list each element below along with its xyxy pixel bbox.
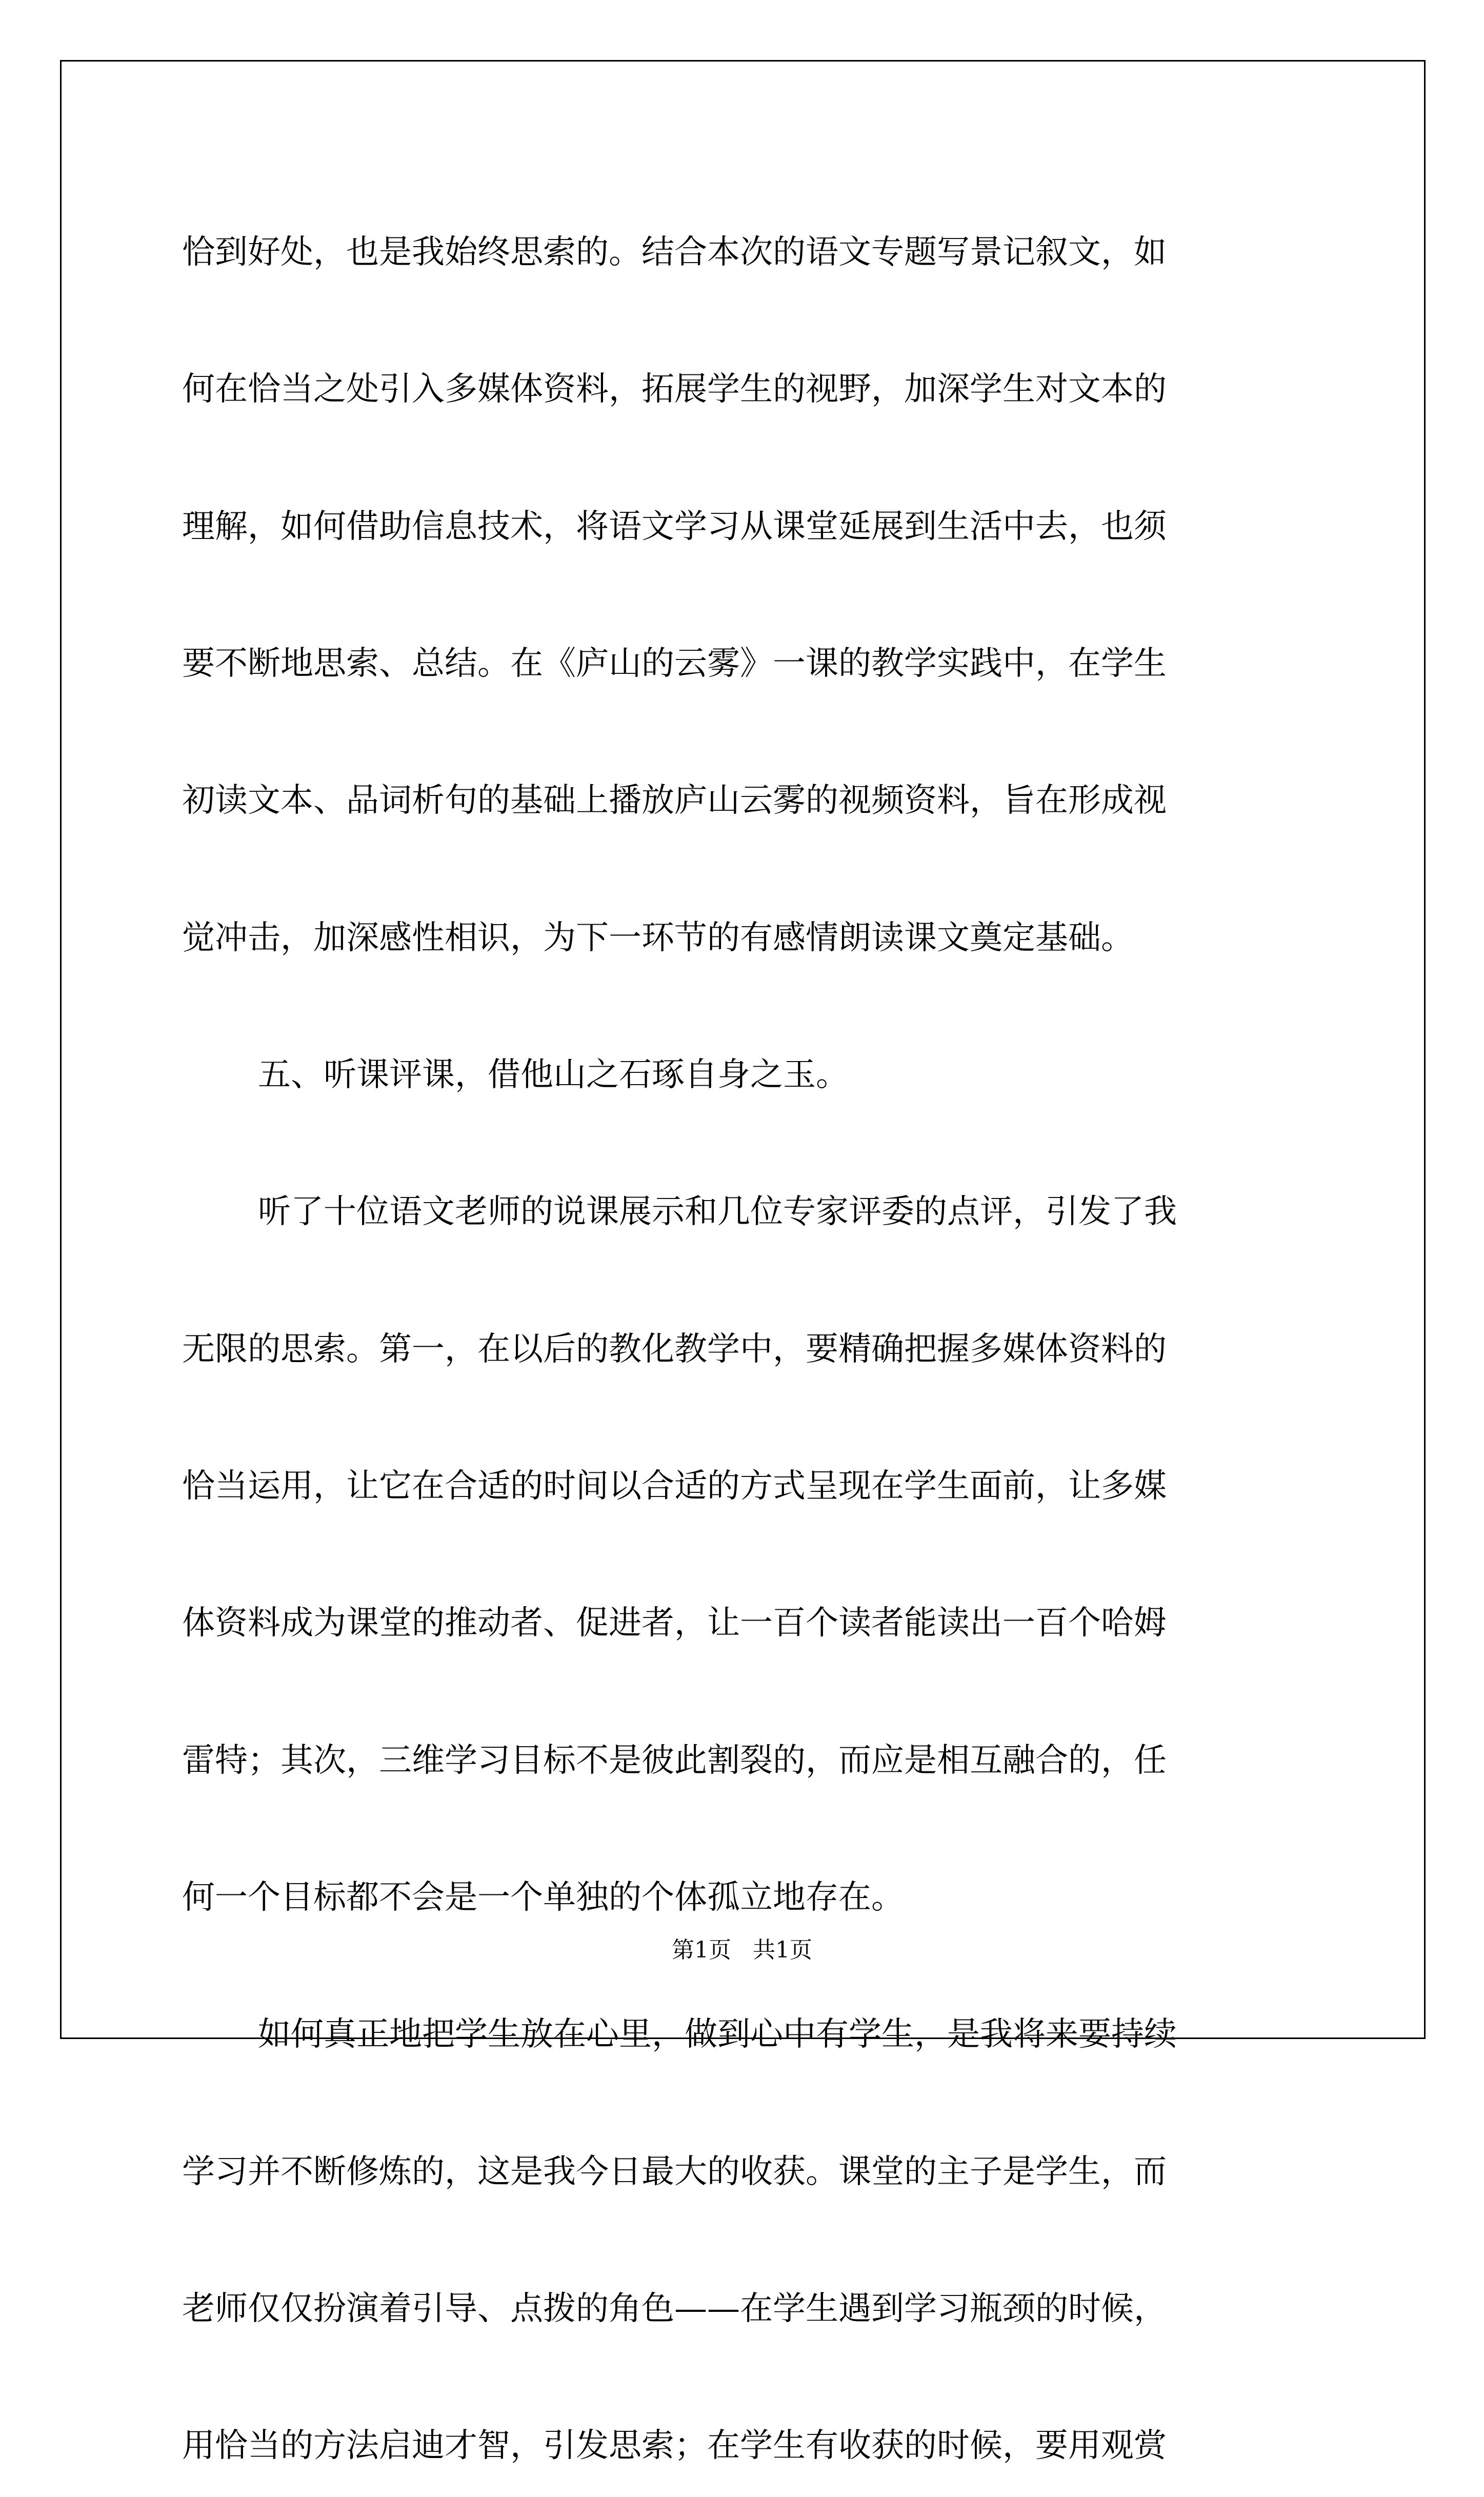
text-line: 何在恰当之处引入多媒体资料，拓展学生的视野，加深学生对文本的 xyxy=(182,370,1167,408)
text-line: 无限的思索。第一，在以后的教化教学中，要精确把握多媒体资料的 xyxy=(182,1330,1167,1368)
text-line: 体资料成为课堂的推动者、促进者，让一百个读者能读出一百个哈姆 xyxy=(182,1604,1167,1642)
text-line: 雷特；其次，三维学习目标不是彼此割裂的，而应是相互融合的，任 xyxy=(182,1742,1167,1780)
text-line: 老师仅仅扮演着引导、点拨的角色——在学生遇到学习瓶颈的时候， xyxy=(182,2290,1167,2328)
text-line: 何一个目标都不会是一个单独的个体孤立地存在。 xyxy=(182,1879,904,1916)
section-heading: 五、听课评课，借他山之石琢自身之玉。 xyxy=(258,1056,849,1094)
text-line: 恰当运用，让它在合适的时间以合适的方式呈现在学生面前，让多媒 xyxy=(182,1467,1167,1505)
text-line: 听了十位语文老师的说课展示和几位专家评委的点评，引发了我 xyxy=(258,1193,1177,1231)
text-line: 用恰当的方法启迪才智，引发思索；在学生有收获的时候，要用观赏 xyxy=(182,2427,1167,2465)
text-line: 理解，如何借助信息技术，将语文学习从课堂延展到生活中去，也须 xyxy=(182,508,1167,546)
text-line: 如何真正地把学生放在心里，做到心中有学生，是我将来要持续 xyxy=(258,2015,1177,2053)
text-line: 初读文本、品词析句的基础上播放庐山云雾的视频资料，旨在形成视 xyxy=(182,782,1167,820)
page-number-footer: 第1页 共1页 xyxy=(672,1937,812,1963)
text-line: 觉冲击，加深感性相识，为下一环节的有感情朗读课文奠定基础。 xyxy=(182,919,1134,957)
text-line: 要不断地思索、总结。在《庐山的云雾》一课的教学实践中，在学生 xyxy=(182,645,1167,683)
text-line: 恰到好处，也是我始终思索的。结合本次的语文专题写景记叙文，如 xyxy=(182,233,1167,271)
text-line: 学习并不断修炼的，这是我今日最大的收获。课堂的主子是学生，而 xyxy=(182,2153,1167,2191)
